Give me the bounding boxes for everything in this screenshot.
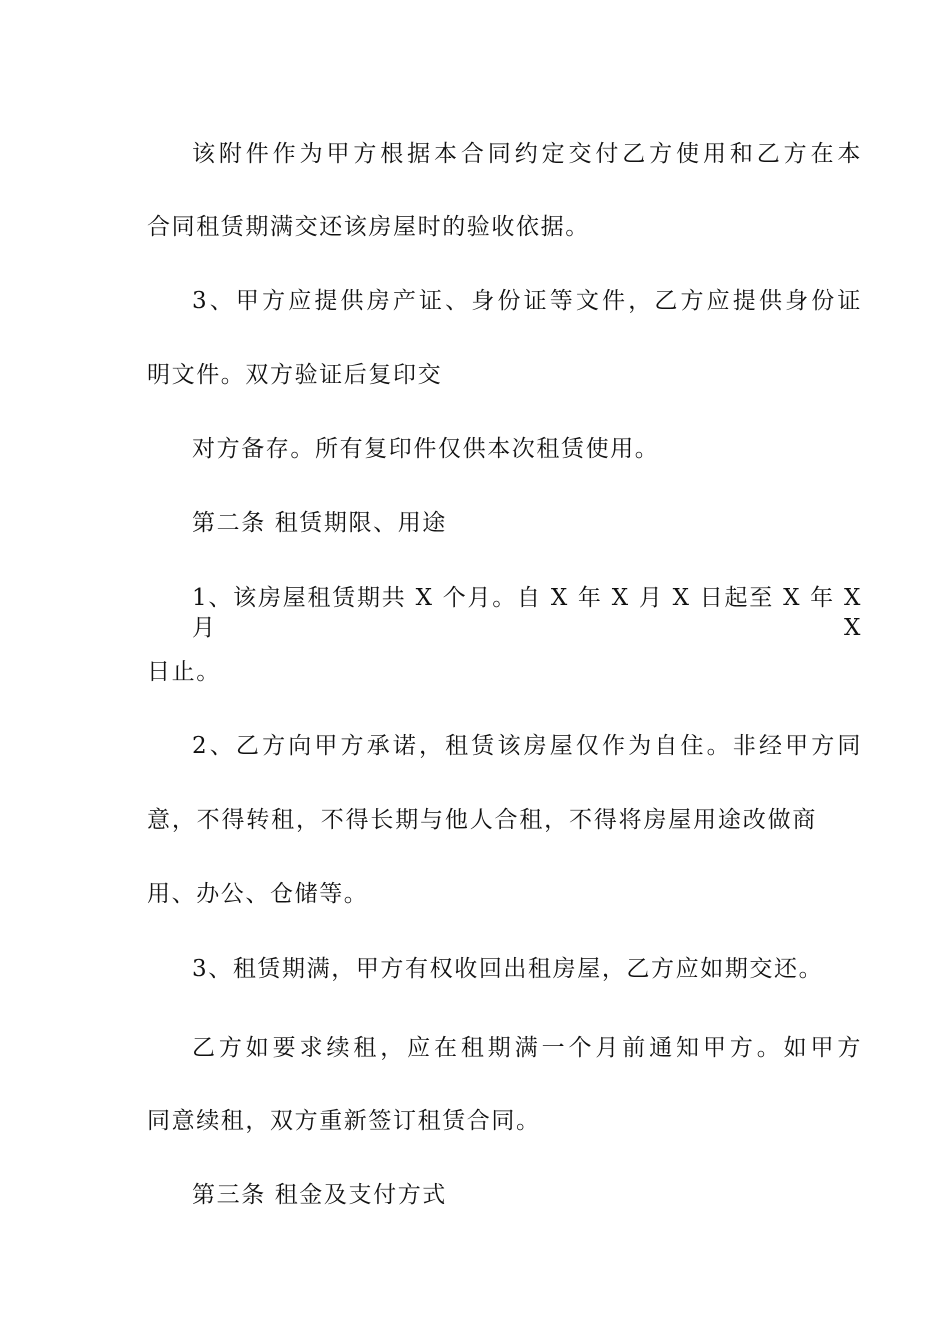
paragraph-line: 意，不得转租，不得长期与他人合租，不得将房屋用途改做商 — [147, 807, 817, 833]
section-heading: 第二条 租赁期限、用途 — [192, 510, 447, 536]
paragraph-line: 该附件作为甲方根据本合同约定交付乙方使用和乙方在本 — [192, 141, 862, 167]
paragraph-line: 明文件。双方验证后复印交 — [147, 362, 443, 388]
paragraph-line: 日止。 — [147, 659, 221, 685]
paragraph-line: 同意续租，双方重新签订租赁合同。 — [147, 1108, 541, 1134]
paragraph-line: 2、乙方向甲方承诺，租赁该房屋仅作为自住。非经甲方同 — [192, 733, 862, 759]
paragraph-line: 3、租赁期满，甲方有权收回出租房屋，乙方应如期交还。 — [192, 956, 824, 982]
paragraph-line: 用、办公、仓储等。 — [147, 881, 369, 907]
paragraph-line: 对方备存。所有复印件仅供本次租赁使用。 — [192, 436, 660, 462]
paragraph-line: 乙方如要求续租，应在租期满一个月前通知甲方。如甲方 — [192, 1035, 862, 1061]
paragraph-line: 3、甲方应提供房产证、身份证等文件，乙方应提供身份证 — [192, 288, 862, 314]
section-heading: 第三条 租金及支付方式 — [192, 1182, 447, 1208]
paragraph-line: 合同租赁期满交还该房屋时的验收依据。 — [147, 214, 590, 240]
paragraph-line: 1、该房屋租赁期共 X 个月。自 X 年 X 月 X 日起至 X 年 X 月 X — [192, 585, 862, 641]
